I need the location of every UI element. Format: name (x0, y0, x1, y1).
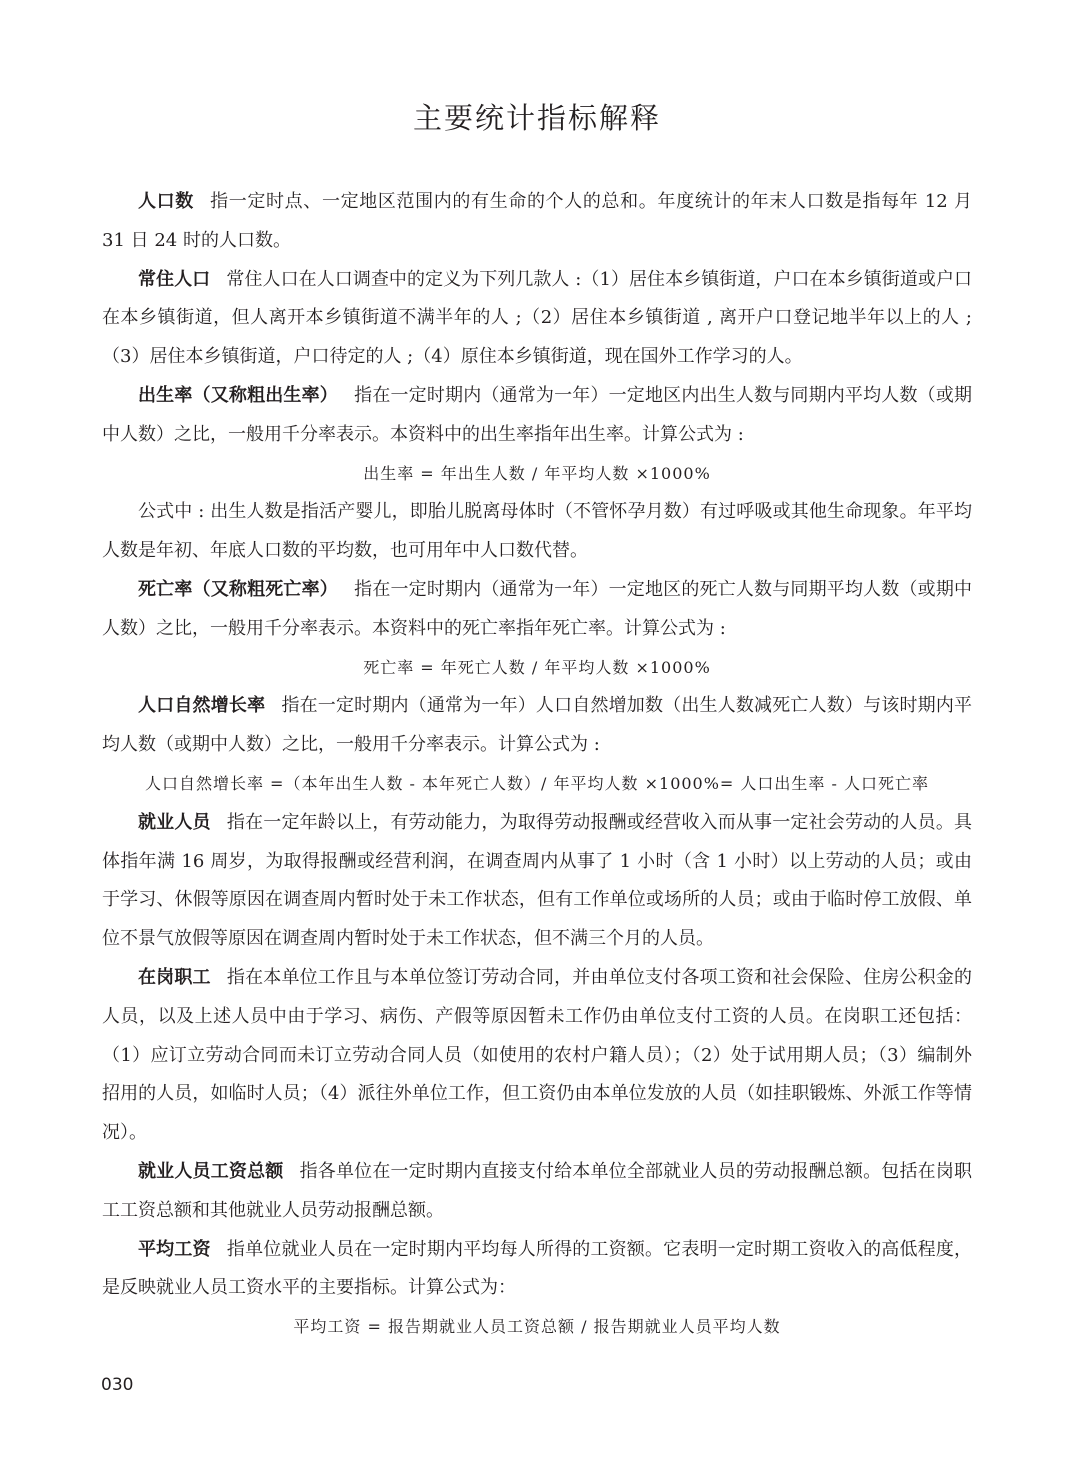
definition-resident-population: 常住人口在人口调查中的定义为下列几款人 :（1）居住本乡镇街道，户口在本乡镇街道或户口在本乡镇街道，但人离开本乡镇街道不满半年的人 ;（2）居住本乡镇街道 , 离开户口登记地半年以上的人 ;（3）居住本乡镇街道，户口待定的人 ;（4）原住本乡镇街道，现在国外工作学习的人。 (102, 268, 973, 368)
term-employed-persons: 就业人员 (138, 811, 211, 833)
definition-total-wages: 指各单位在一定时期内直接支付给本单位全部就业人员的劳动报酬总额。包括在岗职工工资总额和其他就业人员劳动报酬总额。 (102, 1160, 972, 1221)
definition-average-wage: 指单位就业人员在一定时期内平均每人所得的工资额。它表明一定时期工资收入的高低程度，是反映就业人员工资水平的主要指标。计算公式为： (102, 1238, 973, 1299)
paragraph-natural-growth-rate (102, 687, 972, 765)
document-body (102, 183, 972, 1347)
page-number: 030 (101, 1375, 134, 1395)
note-birth-rate: 公式中 : 出生人数是指活产婴儿，即胎儿脱离母体时（不管怀孕月数）有过呼吸或其他生命现象。年平均人数是年初、年底人口数的平均数，也可用年中人口数代替。 (102, 501, 972, 562)
term-death-rate: 死亡率（又称粗死亡率） (138, 578, 338, 600)
formula-natural-growth-rate: 人口自然增长率 =（本年出生人数 - 本年死亡人数）/ 年平均人数 ×1000%= 人口出生率 - 人口死亡率 (144, 773, 930, 793)
formula-death-rate: 死亡率 = 年死亡人数 / 年平均人数 ×1000% (363, 657, 711, 677)
term-average-wage: 平均工资 (138, 1238, 211, 1260)
term-on-post-staff: 在岗职工 (138, 966, 211, 988)
definition-population: 指一定时点、一定地区范围内的有生命的个人的总和。年度统计的年末人口数是指每年 12 月 31 日 24 时的人口数。 (102, 191, 973, 251)
formula-birth-rate: 出生率 = 年出生人数 / 年平均人数 ×1000% (363, 463, 711, 483)
term-population: 人口数 (138, 191, 194, 212)
definition-employed-persons: 指在一定年龄以上，有劳动能力，为取得劳动报酬或经营收入而从事一定社会劳动的人员。具体指年满 16 周岁，为取得报酬或经营利润，在调查周内从事了 1 小时（含 1 小时）以上劳动的人员；或由于学习、休假等原因在调查周内暂时处于未工作状态，但有工作单位或场所的人员；或由于临时停工放假、单位不景气放假等原因在调查周内暂时处于未工作状态，但不满三个月的人员。 (102, 811, 973, 950)
term-birth-rate: 出生率（又称粗出生率） (138, 384, 338, 406)
paragraph-population (102, 183, 972, 261)
definition-natural-growth-rate: 指在一定时期内（通常为一年）人口自然增加数（出生人数减死亡人数）与该时期内平均人数（或期中人数）之比，一般用千分率表示。计算公式为 : (102, 695, 973, 756)
definition-death-rate: 指在一定时期内（通常为一年）一定地区的死亡人数与同期平均人数（或期中人数）之比，一般用千分率表示。本资料中的死亡率指年死亡率。计算公式为 : (102, 578, 972, 639)
paragraph-total-wages (102, 1153, 972, 1231)
term-resident-population: 常住人口 (138, 268, 211, 290)
paragraph-on-post-staff (102, 959, 972, 1153)
paragraph-resident-population (102, 261, 972, 377)
definition-on-post-staff: 指在本单位工作且与本单位签订劳动合同，并由单位支付各项工资和社会保险、住房公积金的人员，以及上述人员中由于学习、病伤、产假等原因暂未工作仍由单位支付工资的人员。在岗职工还包括：（1）应订立劳动合同而未订立劳动合同人员（如使用的农村户籍人员）；（2）处于试用期人员；（3）编制外招用的人员，如临时人员；（4）派往外单位工作，但工资仍由本单位发放的人员（如挂职锻炼、外派工作等情况）。 (102, 966, 973, 1144)
term-natural-growth-rate: 人口自然增长率 (138, 695, 266, 717)
paragraph-employed-persons (102, 804, 972, 959)
paragraph-death-rate (102, 571, 972, 649)
page-title: 主要统计指标解释 (412, 101, 661, 135)
paragraph-birth-rate (102, 377, 972, 455)
formula-average-wage: 平均工资 = 报告期就业人员工资总额 / 报告期就业人员平均人数 (293, 1317, 781, 1337)
term-total-wages: 就业人员工资总额 (138, 1160, 284, 1182)
paragraph-average-wage (102, 1231, 972, 1309)
definition-birth-rate: 指在一定时期内（通常为一年）一定地区内出生人数与同期内平均人数（或期中人数）之比，一般用千分率表示。本资料中的出生率指年出生率。计算公式为 : (102, 384, 972, 445)
